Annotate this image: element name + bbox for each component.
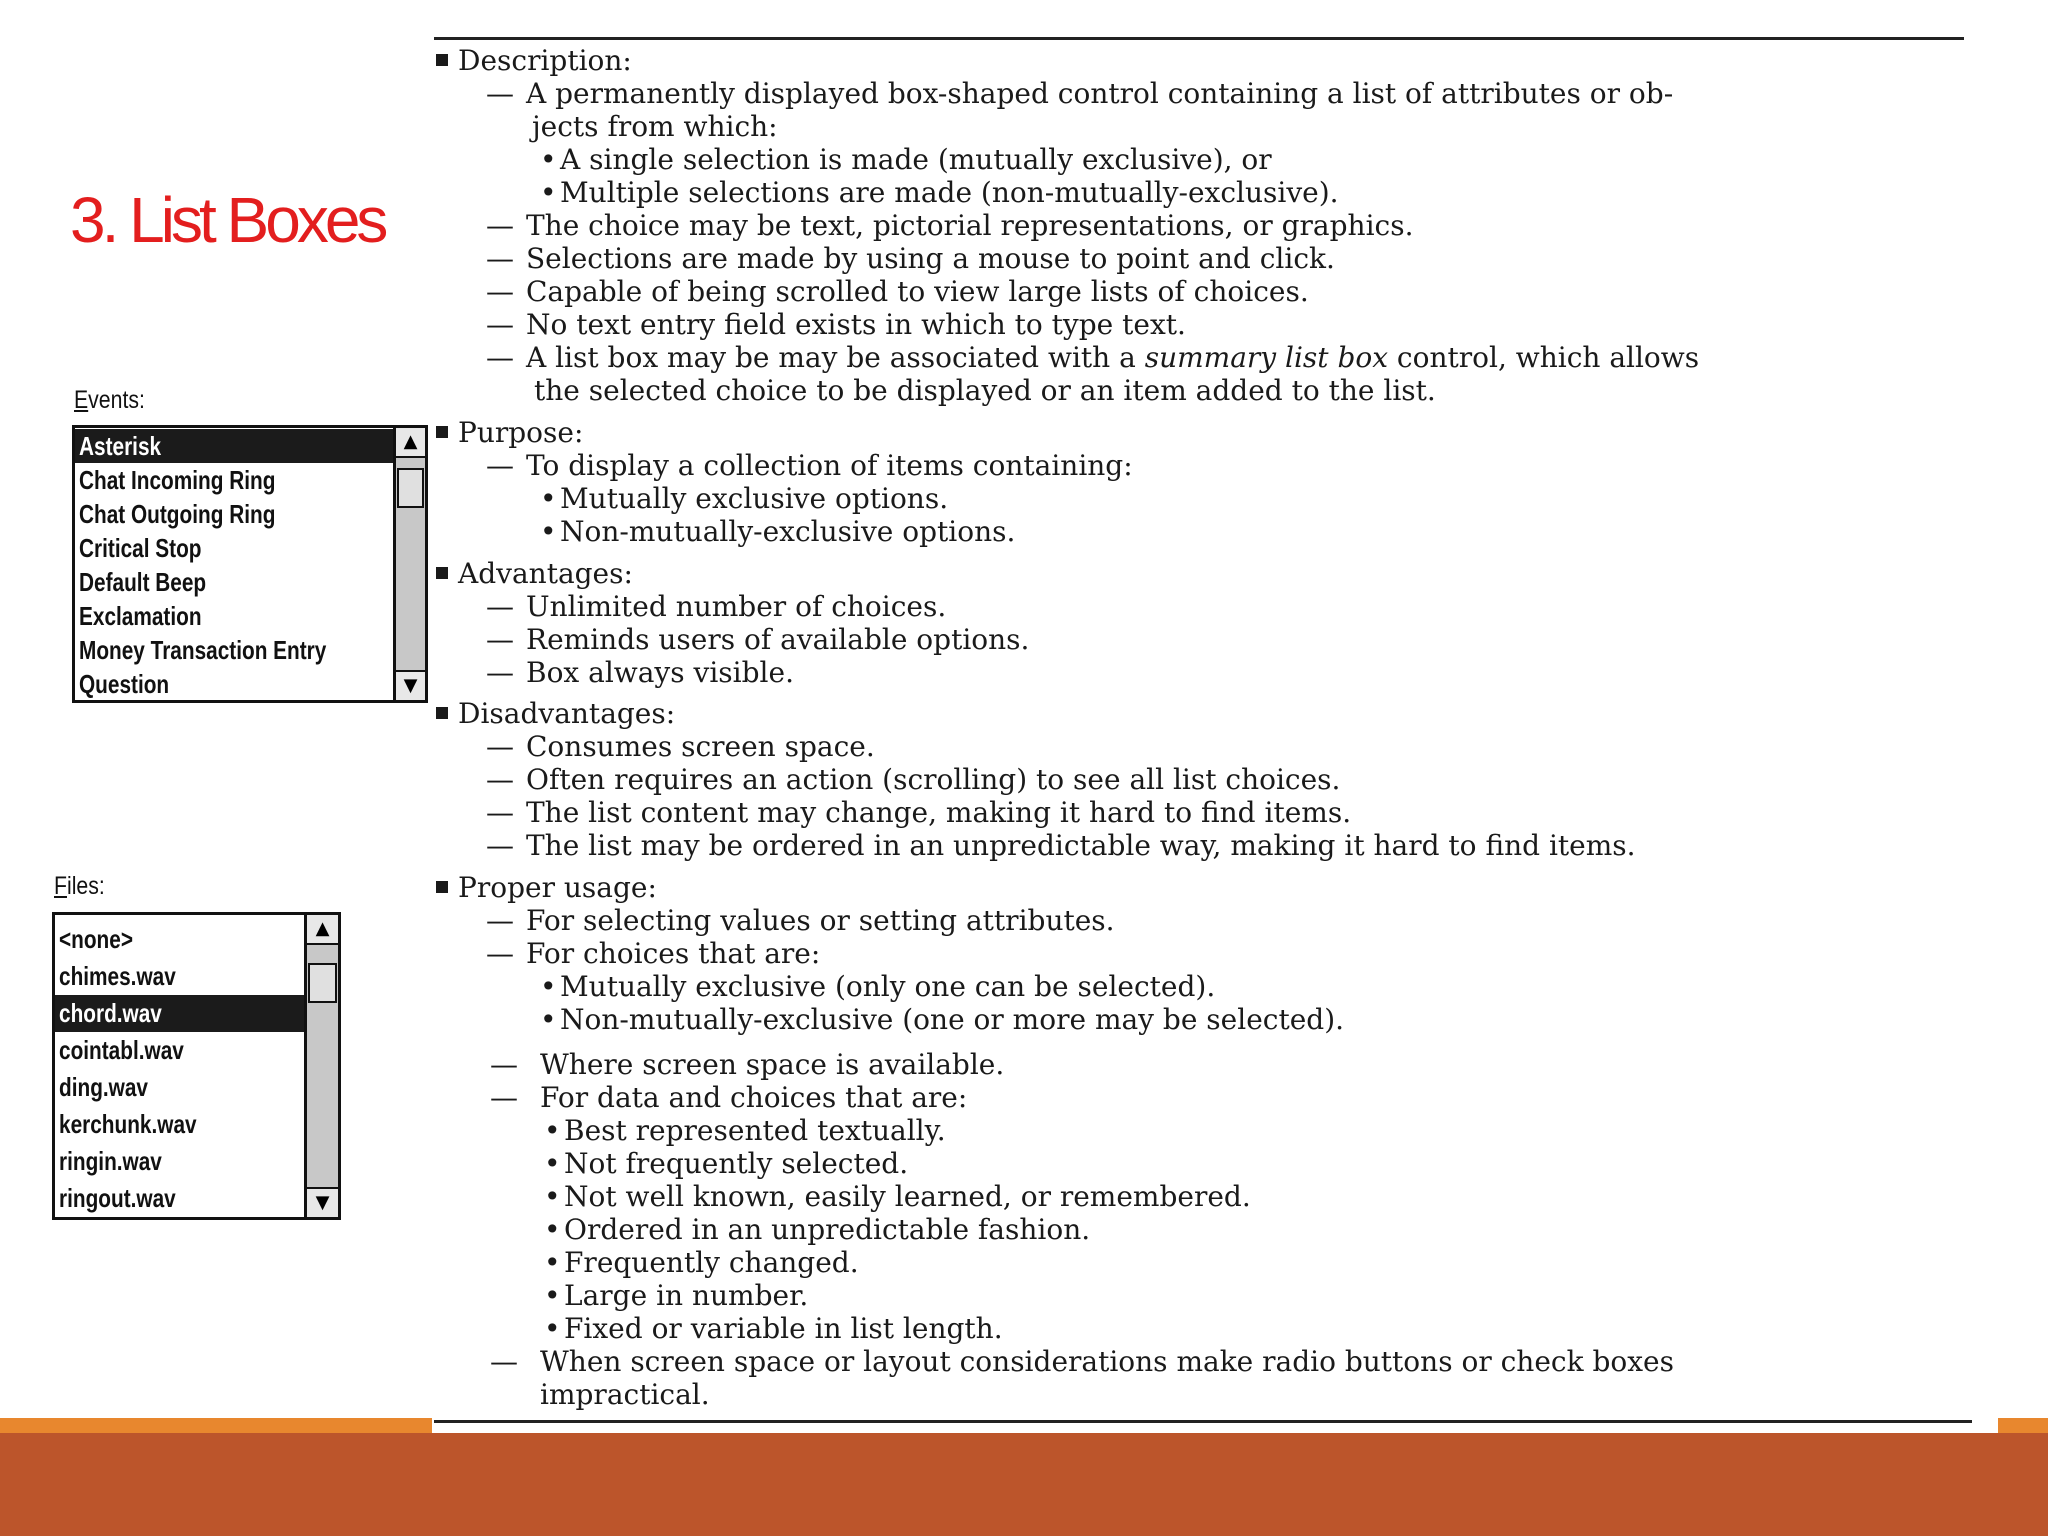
purpose-bullet: • Mutually exclusive options. <box>540 482 949 515</box>
advantages-line: — Unlimited number of choices. <box>486 590 947 623</box>
usage-line: — For choices that are: <box>486 937 821 970</box>
disadvantages-line: — Consumes screen space. <box>486 730 875 763</box>
usage-bullet: • Ordered in an unpredictable fashion. <box>544 1213 1091 1246</box>
description-bullet: • Multiple selections are made (non-mutually-exclusive). <box>540 176 1339 209</box>
usage-line: impractical. <box>540 1378 710 1411</box>
list-item[interactable]: chimes.wav <box>59 961 176 991</box>
disadvantages-line: — The list content may change, making it hard to find items. <box>486 796 1352 829</box>
events-label: Events: <box>74 386 145 414</box>
footer-bar <box>0 1433 2048 1536</box>
files-label: Files: <box>54 872 105 900</box>
purpose-bullet: • Non-mutually-exclusive options. <box>540 515 1016 548</box>
advantages-line: — Reminds users of available options. <box>486 623 1030 656</box>
description-line: — A permanently displayed box-shaped control containing a list of attributes or ob- <box>486 77 1674 110</box>
usage-bullet: • Best represented textually. <box>544 1114 946 1147</box>
list-item[interactable]: ringout.wav <box>59 1183 176 1213</box>
usage-bullet: • Large in number. <box>544 1279 809 1312</box>
usage-bullet: • Not frequently selected. <box>544 1147 909 1180</box>
list-item[interactable]: Question <box>79 669 170 699</box>
usage-bullet: • Non-mutually-exclusive (one or more may be selected). <box>540 1003 1345 1036</box>
arrow-up-icon[interactable]: ▲ <box>307 915 338 945</box>
description-line: — Capable of being scrolled to view large lists of choices. <box>486 275 1309 308</box>
description-line: — The choice may be text, pictorial representations, or graphics. <box>486 209 1414 242</box>
description-line: — A list box may be may be associated with a summary list box control, which allows <box>486 341 1700 374</box>
purpose-heading: Purpose: <box>436 416 583 449</box>
disadvantages-line: — The list may be ordered in an unpredictable way, making it hard to find items. <box>486 829 1636 862</box>
footer-accent-left <box>0 1418 432 1433</box>
advantages-heading: Advantages: <box>436 557 633 590</box>
usage-line: — When screen space or layout considerations make radio buttons or check boxes <box>490 1345 1674 1378</box>
usage-bullet: • Not well known, easily learned, or remembered. <box>544 1180 1251 1213</box>
list-item[interactable]: Default Beep <box>79 567 207 597</box>
arrow-up-icon[interactable]: ▲ <box>396 428 425 458</box>
advantages-line: — Box always visible. <box>486 656 794 689</box>
bottom-rule <box>434 1420 1972 1423</box>
slide-title: 3. List Boxes <box>70 184 385 256</box>
list-item[interactable]: cointabl.wav <box>59 1035 184 1065</box>
disadvantages-line: — Often requires an action (scrolling) to see all list choices. <box>486 763 1341 796</box>
disadvantages-heading: Disadvantages: <box>436 697 675 730</box>
description-line: — No text entry field exists in which to type text. <box>486 308 1186 341</box>
arrow-down-icon[interactable]: ▼ <box>307 1187 338 1217</box>
list-item[interactable]: chord.wav <box>55 995 304 1032</box>
description-bullet: • A single selection is made (mutually exclusive), or <box>540 143 1272 176</box>
usage-line: — For data and choices that are: <box>490 1081 968 1114</box>
usage-bullet: • Frequently changed. <box>544 1246 859 1279</box>
list-item[interactable]: ringin.wav <box>59 1146 162 1176</box>
footer-accent-right <box>1998 1418 2048 1433</box>
usage-heading: Proper usage: <box>436 871 657 904</box>
list-item[interactable]: ding.wav <box>59 1072 148 1102</box>
list-item[interactable]: Chat Outgoing Ring <box>79 499 276 529</box>
usage-line: — Where screen space is available. <box>490 1048 1005 1081</box>
usage-bullet: • Mutually exclusive (only one can be selected). <box>540 970 1216 1003</box>
list-item[interactable]: Critical Stop <box>79 533 202 563</box>
purpose-line: — To display a collection of items containing: <box>486 449 1133 482</box>
description-line: jects from which: <box>532 110 778 143</box>
list-item[interactable]: Asterisk <box>75 429 393 463</box>
list-item[interactable]: <none> <box>59 924 133 954</box>
list-item[interactable]: Chat Incoming Ring <box>79 465 276 495</box>
list-item[interactable]: Money Transaction Entry <box>79 635 327 665</box>
arrow-down-icon[interactable]: ▼ <box>396 670 425 700</box>
usage-bullet: • Fixed or variable in list length. <box>544 1312 1003 1345</box>
description-heading: Description: <box>436 44 632 77</box>
usage-line: — For selecting values or setting attributes. <box>486 904 1115 937</box>
description-line: the selected choice to be displayed or an item added to the list. <box>534 374 1436 407</box>
list-item[interactable]: Exclamation <box>79 601 202 631</box>
description-line: — Selections are made by using a mouse to point and click. <box>486 242 1335 275</box>
list-item[interactable]: kerchunk.wav <box>59 1109 197 1139</box>
